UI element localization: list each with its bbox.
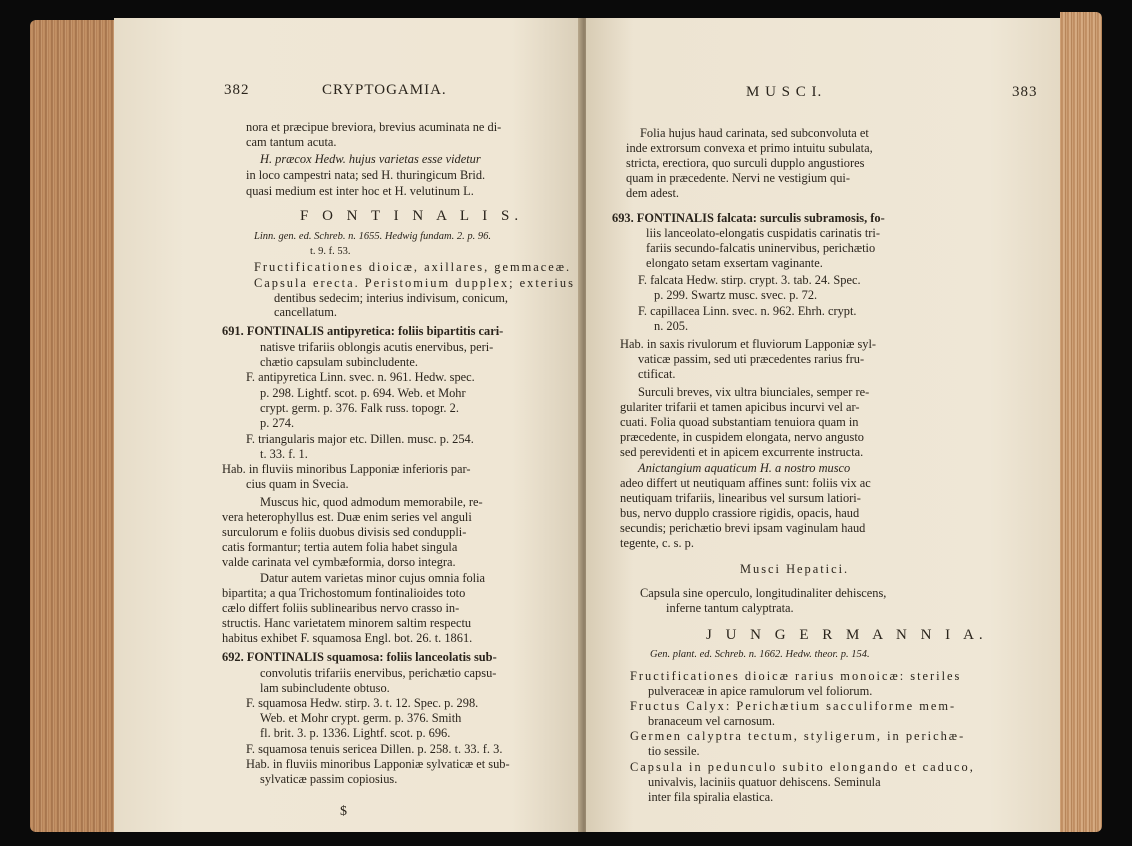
left-text-line: crypt. germ. p. 376. Falk russ. topogr. 2. [260, 401, 459, 415]
right-text-line: tio sessile. [648, 744, 700, 758]
right-text-line: adeo differt ut neutiquam affines sunt: foliis vix ac [620, 476, 871, 490]
right-text-line: Fructus Calyx: Perichætium sacculiforme mem- [630, 699, 957, 713]
left-text-line: lam subincludente obtuso. [260, 681, 390, 695]
right-text-line: 693. FONTINALIS falcata: surculis subramosis, fo- [612, 211, 885, 225]
right-text-line: quam in præcedente. Nervi ne vestigium qui- [626, 171, 851, 185]
left-text-line: cancellatum. [274, 305, 337, 319]
right-text-line: sed perevidenti et in apicem excurrente instructa. [620, 445, 864, 459]
left-text-line: Muscus hic, quod admodum memorabile, re- [260, 495, 483, 509]
right-page [586, 18, 1060, 832]
right-text-line: Fructificationes dioicæ rarius monoicæ: steriles [630, 669, 962, 683]
left-text-line: F. squamosa Hedw. stirp. 3. t. 12. Spec. p. 298. [246, 696, 479, 710]
left-text-line: p. 274. [260, 416, 295, 430]
right-text-line: Hab. in saxis rivulorum et fluviorum Lapponiæ syl- [620, 337, 877, 351]
left-text-line: cius quam in Svecia. [246, 477, 349, 491]
right-text-line: Germen calyptra tectum, styligerum, in perichæ- [630, 729, 966, 743]
left-text-line: Capsula erecta. Peristomium dupplex; exterius [254, 276, 575, 290]
left-text-line: Web. et Mohr crypt. germ. p. 376. Smith [260, 711, 462, 725]
right-text-line: tegente, c. s. p. [620, 536, 694, 550]
left-text-line: 692. FONTINALIS squamosa: foliis lanceolatis sub- [222, 650, 497, 664]
right-text-line: pulveraceæ in apice ramulorum vel foliorum. [648, 684, 873, 698]
right-text-line: inferne tantum calyptrata. [666, 601, 794, 615]
left-text-line: bipartita; a qua Trichostomum fontinalioides toto [222, 586, 466, 600]
right-text-line: Surculi breves, vix ultra biunciales, semper re- [638, 385, 870, 399]
left-text-line: H. præcox Hedw. hujus varietas esse videtur [260, 152, 481, 166]
right-text-line: bus, nervo dupplo crassiore rigidis, opacis, haud [620, 506, 860, 520]
right-text-line: p. 299. Swartz musc. svec. p. 72. [654, 288, 818, 302]
right-text-line: Musci Hepatici. [740, 562, 850, 576]
left-text-line: Hab. in fluviis minoribus Lapponiæ inferioris par- [222, 462, 471, 476]
right-text-line: elongato setam exsertam vaginante. [646, 256, 823, 270]
left-signature: $ [340, 804, 347, 819]
left-text-line: valde carinata vel cymbæformia, dorso integra. [222, 555, 456, 569]
right-text-line: stricta, erectiora, quo surculi dupplo angustiores [626, 156, 865, 170]
left-text-line: Datur autem varietas minor cujus omnia folia [260, 571, 486, 585]
left-text-line: F. triangularis major etc. Dillen. musc. p. 254. [246, 432, 474, 446]
left-page [114, 18, 582, 832]
left-text-line: Hab. in fluviis minoribus Lapponiæ sylvaticæ et sub- [246, 757, 510, 771]
left-text-line: dentibus sedecim; interius indivisum, conicum, [274, 291, 509, 305]
right-text-line: cuati. Folia quoad substantiam tenuiora quam in [620, 415, 859, 429]
left-text-line: t. 33. f. 1. [260, 447, 308, 461]
right-text-line: ctificat. [638, 367, 676, 381]
open-book [30, 12, 1102, 838]
right-text-line: F. falcata Hedw. stirp. crypt. 3. tab. 24. Spec. [638, 273, 861, 287]
left-text-line: p. 298. Lightf. scot. p. 694. Web. et Mohr [260, 386, 466, 400]
right-text-line: præcedente, in cuspidem elongata, nervo angusto [620, 430, 864, 444]
right-page-number: 383 [1012, 84, 1038, 100]
left-text-line: F. squamosa tenuis sericea Dillen. p. 258. t. 33. f. 3. [246, 742, 503, 756]
right-text-line: inter fila spiralia elastica. [648, 790, 774, 804]
right-text-line: n. 205. [654, 319, 689, 333]
left-text-line: cam tantum acuta. [246, 135, 337, 149]
right-text-line: Capsula in pedunculo subito elongando et caduco, [630, 760, 975, 774]
right-text-line: branaceum vel carnosum. [648, 714, 775, 728]
left-text-line: Linn. gen. ed. Schreb. n. 1655. Hedwig fundam. 2. p. 96. [254, 231, 492, 242]
right-text-line: secundis; perichætio brevi ipsam vaginulam haud [620, 521, 866, 535]
right-running-head: M U S C I. [746, 84, 823, 100]
left-text-line: cælo differt foliis sublinearibus nervo crasso in- [222, 601, 460, 615]
left-text-line: quasi medium est inter hoc et H. velutinum L. [246, 184, 474, 198]
left-text-line: structis. Hanc varietatem minorem saltim respectu [222, 616, 472, 630]
page-edges-left [30, 20, 114, 832]
left-text-line: surculorum e foliis duobus divisis sed conduppli- [222, 525, 467, 539]
right-text-line: fariis secundo-falcatis uninervibus, perichætio [646, 241, 876, 255]
right-text-line: dem adest. [626, 186, 679, 200]
right-text-line: liis lanceolato-elongatis cuspidatis carinatis tri- [646, 226, 880, 240]
left-text-line: Fructificationes dioicæ, axillares, gemmaceæ. [254, 260, 572, 274]
left-text-line: vera heterophyllus est. Duæ enim series vel anguli [222, 510, 472, 524]
right-text-line: Anictangium aquaticum H. a nostro musco [638, 461, 851, 475]
right-text-line: gulariter trifarii et tamen apicibus incurvi vel ar- [620, 400, 860, 414]
left-running-head: CRYPTOGAMIA. [322, 82, 447, 98]
left-text-line: habitus exhibet F. squamosa Engl. bot. 26. t. 1861. [222, 631, 473, 645]
right-text-line: F. capillacea Linn. svec. n. 962. Ehrh. crypt. [638, 304, 857, 318]
right-text-line: inde extrorsum convexa et primo intuitu subulata, [626, 141, 873, 155]
right-text-line: Capsula sine operculo, longitudinaliter dehiscens, [640, 586, 887, 600]
left-text-line: fl. brit. 3. p. 1336. Lightf. scot. p. 696. [260, 726, 451, 740]
right-text-line: neutiquam trifariis, linearibus vel sursum latiori- [620, 491, 861, 505]
left-text-line: convolutis trifariis enervibus, perichætio capsu- [260, 666, 497, 680]
right-text-line: univalvis, laciniis quatuor dehiscens. Seminula [648, 775, 881, 789]
right-text-line: vaticæ passim, sed uti præcedentes rarius fru- [638, 352, 865, 366]
left-text-line: F O N T I N A L I S. [300, 208, 524, 224]
right-text-line: J U N G E R M A N N I A. [706, 627, 988, 643]
left-text-line: in loco campestri nata; sed H. thuringicum Brid. [246, 168, 486, 182]
left-page-number: 382 [224, 82, 250, 98]
left-text-line: t. 9. f. 53. [310, 246, 351, 257]
left-text-line: sylvaticæ passim copiosius. [260, 772, 398, 786]
left-text-line: catis formantur; tertia autem folia habet singula [222, 540, 458, 554]
left-text-line: chætio capsulam subincludente. [260, 355, 418, 369]
page-edges-right [1060, 12, 1102, 832]
left-text-line: F. antipyretica Linn. svec. n. 961. Hedw. spec. [246, 370, 475, 384]
left-text-line: nora et præcipue breviora, brevius acuminata ne di- [246, 120, 502, 134]
left-text-line: natisve trifariis oblongis acutis enervibus, peri- [260, 340, 494, 354]
left-text-line: 691. FONTINALIS antipyretica: foliis bipartitis cari- [222, 324, 504, 338]
right-text-line: Folia hujus haud carinata, sed subconvoluta et [640, 126, 869, 140]
right-text-line: Gen. plant. ed. Schreb. n. 1662. Hedw. theor. p. 154. [650, 649, 870, 660]
